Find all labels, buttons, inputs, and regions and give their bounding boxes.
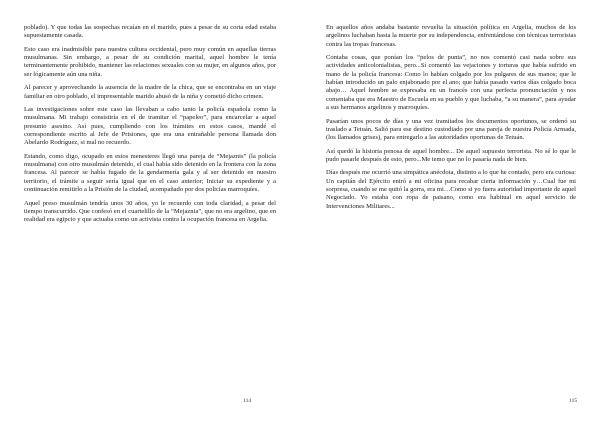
page-number: 114 [243, 398, 252, 404]
paragraph: Así quedó la historia penosa de aquel hombre... De aquel supuesto terrorista. No sé lo que le pudo pasarle después de esto, pero...Me temo que no lo pasaría nada de bien. [326, 147, 576, 163]
paragraph: Esto caso era inadmisible para nuestra cultura occidental, pero muy común en aquellas tierras musulmanas. Sin embargo, a pesar de su condición marital, aquel hombre le tenía terminantemente prohibido, mantener las relaciones sexuales con su mujer, en algunos años, por ser lógicamente aún una niña. [24, 45, 276, 78]
paragraph: Aquel preso musulmán tendría unos 30 años, yo le recuerdo con toda claridad, a pesar del tiempo transcurrido. Que confesó en el cuartelillo de la “Mejaznia”, que no era argelino, que en realidad era egipcio y que actuaba como un activista contra la ocupación francesa en Argelia. [24, 199, 276, 224]
paragraph: Días después me ocurrió una simpática anécdota, distinto a lo que he contado, pero era curiosa: Un capitán del Ejército entró a mi oficina para recabar cierta información y…Cual fue mi sorpresa, cuando se me quitó la gorra, era mi…Como si yo fuera autoridad importante de aquel Negociado. Yo estaba con ropa de paisano, como era habitual en aquel servicio de Intervenciones Militares... [326, 169, 576, 210]
paragraph: Al parecer y aprovechando la ausencia de la madre de la chica, que se encontraba en un viaje familiar en otro poblado, el impresentable marido abusó de la niña y cometió dicho crimen. [24, 84, 276, 100]
paragraph: En aquellos años andaba bastante revuelta la situación política en Argelia, muchos de los argelinos luchaban hasta la muerte por su independencia, enfrentándose con técnicas terroristas contra las tropas francesas. [326, 24, 576, 48]
paragraph: Las investigaciones sobre este caso las llevaban a cabo tanto la policía española como la musulmana. Mi trabajo consistiría en el de tramitar el “papeleo”, para encarcelar a aquel presunto asesino. Así pues, cumpliendo con los trámites en estos casos, mandé el correspondiente escrito al Jefe de Prisiones, que era una entrañable persona llamada don Abelardo Rodríguez, si mal no recuerdo. [24, 106, 276, 147]
left-text-column [24, 24, 276, 230]
page-number: 115 [569, 398, 578, 404]
paragraph: Estando, como digo, ocupado en estos menesteres llegó una pareja de “Mejaznis” (la policía musulmana) con otro musulmán detenido, el cual había sido detenido en la frontera con la zona francesa. Al parecer se había fugado de la gendarmería gala y al ser detenido en nuestro territorio, el trámite a seguir sería igual que en el caso anterior; Iniciar su expediente y a continuación remitirlo a la Prisión de la ciudad, acompañado por dos policías marroquíes. [24, 152, 276, 194]
paragraph: Pasarían unos pocos de días y una vez tramitados los documentos oportunos, se ordenó su traslado a Tetuán. Salió para ese destino custodiado por una pareja de nuestra Policía Armada, (los llamados grises), para entregarlo a las autoridades oportunas de Tetuán. [326, 117, 576, 142]
right-text-column [326, 24, 576, 216]
paragraph: Contaba cosas, que ponían los “pelos de punta”, no nos comentó casi nada sobre sus actividades anticolonialistas, pero...Sí comentó las vejaciones y torturas que había sufrido en mano de la policía francesa: Como lo habían colgado por los pulgares de sus manos; que le habían introducido un palo enjabonado por el ano; que había pasado varios días colgado boca abajo… Aquel hombre se expresaba en un francés con una perfecta pronunciación y nos comentaba que era Maestro de Escuela en su pueblo y que luchaba, “a su manera”, para ayudar a sus hermanos argelinos y marroquíes. [326, 54, 576, 111]
right-page [300, 0, 600, 424]
paragraph: poblado). Y que todas las sospechas recaían en el marido, pues a pesar de su corta edad estaba supuestamente casada. [24, 24, 276, 40]
